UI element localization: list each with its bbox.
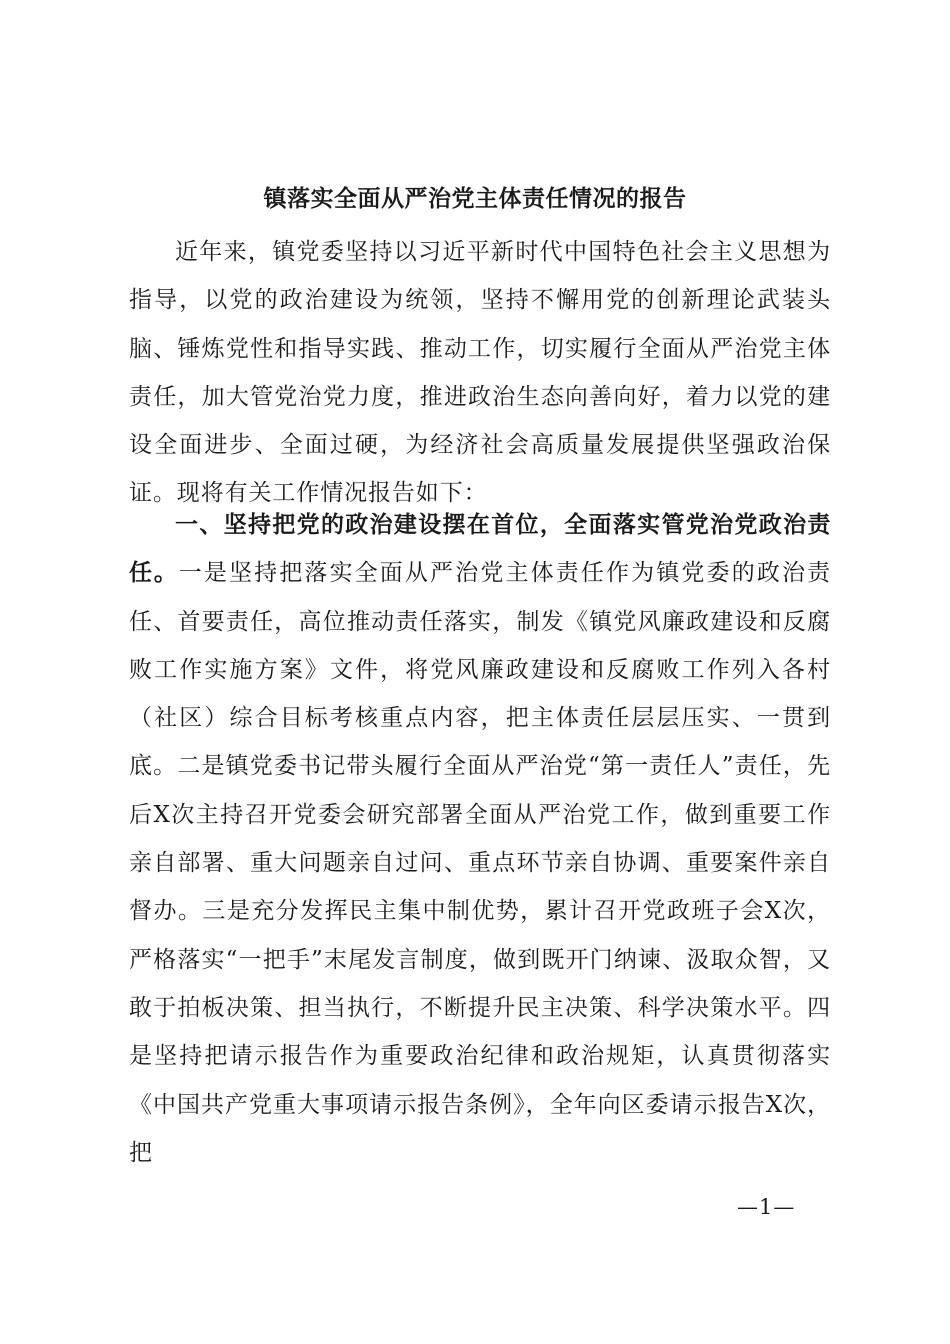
page-number: —1— bbox=[737, 1195, 796, 1219]
intro-paragraph-text: 近年来，镇党委坚持以习近平新时代中国特色社会主义思想为指导，以党的政治建设为统领，坚持不懈用党的创新理论武装头脑、锤炼党性和指导实践、推动工作，切实履行全面从严治党主体责任，加大管党治党力度，推进政治生态向善向好，着力以党的建设全面进步、全面过硬，为经济社会高质量发展提供坚强政治保证。现将有关工作情况报告如下： bbox=[129, 239, 831, 507]
intro-paragraph bbox=[129, 228, 831, 518]
section-one-text: 一是坚持把落实全面从严治党主体责任作为镇党委的政治责任、首要责任，高位推动责任落实，制发《镇党风廉政建设和反腐败工作实施方案》文件，将党风廉政建设和反腐败工作列入各村（社区）综合目标考核重点内容，把主体责任层层压实、一贯到底。二是镇党委书记带头履行全面从严治党“第一责任人”责任，先后X次主持召开党委会研究部署全面从严治党工作，做到重要工作亲自部署、重大问题亲自过问、重点环节亲自协调、重要案件亲自督办。三是充分发挥民主集中制优势，累计召开党政班子会X次，严格落实“一把手”末尾发言制度，做到既开门纳谏、汲取众智，又敢于拍板决策、担当执行，不断提升民主决策、科学决策水平。四是坚持把请示报告作为重要政治纪律和政治规矩，认真贯彻落实《中国共产党重大事项请示报告条例》，全年向区委请示报告X次，把 bbox=[129, 560, 832, 1166]
section-one-paragraph bbox=[129, 501, 831, 1177]
document-title: 镇落实全面从严治党主体责任情况的报告 bbox=[263, 185, 687, 212]
section-one-heading: 一、坚持把党的政治建设摆在首位，全面落实管党治党政治责任。 bbox=[129, 512, 831, 587]
